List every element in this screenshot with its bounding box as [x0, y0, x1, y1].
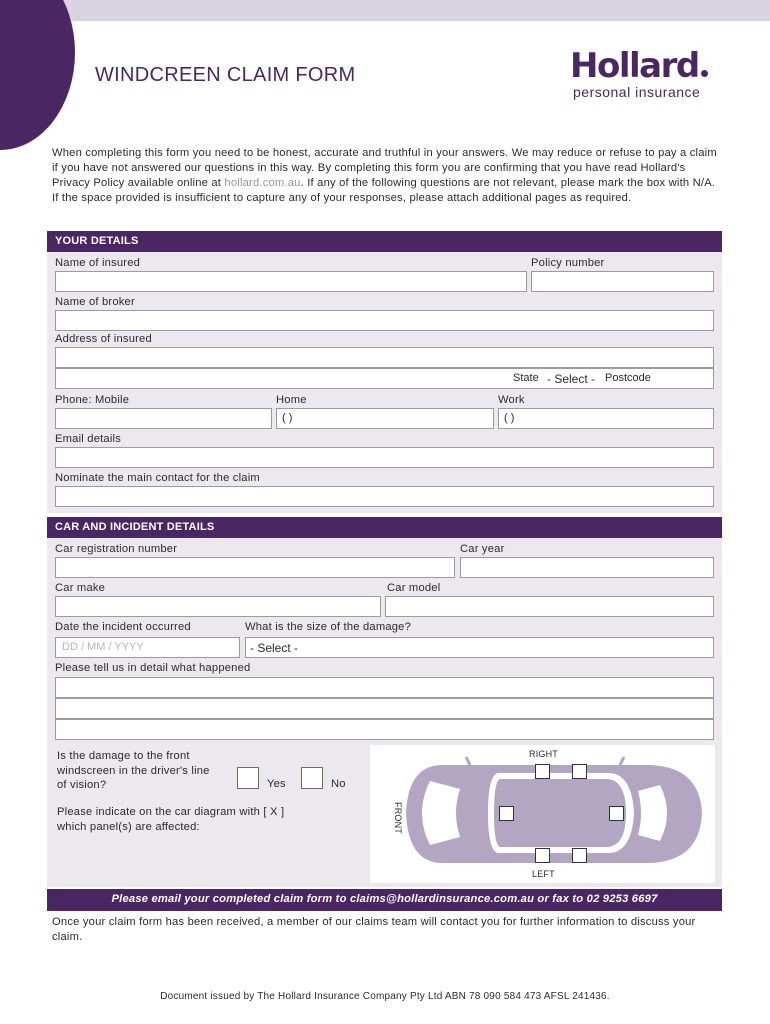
vision-question: Is the damage to the front windscreen in the driver's line of vision?: [57, 750, 210, 791]
detail-label: Please tell us in detail what happened: [55, 662, 251, 674]
address-line-2-input[interactable]: [55, 368, 714, 389]
diagram-right-label: RIGHT: [529, 749, 558, 759]
top-bar: [0, 0, 770, 21]
name-of-broker-input[interactable]: [55, 310, 714, 331]
panel-left-rear-checkbox[interactable]: [572, 848, 587, 863]
address-line-1-input[interactable]: [55, 347, 714, 368]
car-model-input[interactable]: [385, 596, 714, 617]
name-of-insured-input[interactable]: [55, 271, 527, 292]
damage-size-label: What is the size of the damage?: [245, 621, 412, 633]
vision-yes-label: Yes: [267, 778, 286, 790]
car-make-label: Car make: [55, 582, 106, 594]
hollard-logo: [570, 48, 718, 100]
email-details-input[interactable]: [55, 447, 714, 468]
phone-mobile-input[interactable]: [55, 408, 272, 429]
detail-line-3[interactable]: [55, 719, 714, 740]
phone-home-label: Home: [276, 394, 307, 406]
name-of-insured-label: Name of insured: [55, 257, 141, 269]
damage-size-select[interactable]: [245, 637, 714, 658]
car-year-input[interactable]: [460, 557, 714, 578]
document-footer: Document issued by The Hollard Insurance Company Pty Ltd ABN 78 090 584 473 AFSL 241436.: [160, 991, 610, 1002]
vision-no-checkbox[interactable]: [301, 767, 323, 789]
damage-size-value: - Select -: [250, 641, 299, 655]
car-registration-label: Car registration number: [55, 543, 178, 555]
incident-date-input[interactable]: [55, 637, 240, 658]
state-label: State: [513, 372, 539, 384]
logo-dot-icon: [701, 70, 708, 77]
diagram-left-label: LEFT: [532, 869, 555, 879]
privacy-link[interactable]: hollard.com.au: [224, 177, 301, 189]
panel-windscreen-checkbox[interactable]: [499, 806, 514, 821]
phone-work-input[interactable]: [498, 408, 714, 429]
car-year-label: Car year: [460, 543, 505, 555]
work-area-code: ( ): [504, 412, 515, 424]
phone-work-label: Work: [498, 394, 525, 406]
intro-text: When completing this form you need to be honest, accurate and truthful in your answers. We may reduce or refuse to pay a claim if you have not answered our questions in this way. By completing this form you are confirming that you have read Hollard's Privacy Policy available online at hollard.com.au. If any of the following questions are not relevant, please mark the box with N/A. If the space provided is insufficient to capture any of your responses, please attach additional pages as required.: [52, 147, 717, 204]
name-of-broker-label: Name of broker: [55, 296, 135, 308]
vision-yes-checkbox[interactable]: [237, 767, 259, 789]
logo-wordmark: Hollard: [570, 46, 699, 86]
diagram-instruction: Please indicate on the car diagram with [ X ] which panel(s) are affected:: [57, 806, 285, 833]
your-details-section: [47, 231, 722, 513]
main-contact-label: Nominate the main contact for the claim: [55, 472, 260, 484]
detail-line-1[interactable]: [55, 677, 714, 698]
email-instruction-bar: Please email your completed claim form to claims@hollardinsurance.com.au or fax to 02 9253 6697: [47, 889, 722, 911]
logo-subtitle: personal insurance: [573, 84, 701, 100]
corner-decoration: [0, 0, 75, 150]
car-model-label: Car model: [387, 582, 441, 594]
panel-left-front-checkbox[interactable]: [535, 848, 550, 863]
email-details-label: Email details: [55, 433, 122, 445]
main-contact-input[interactable]: [55, 486, 714, 507]
phone-mobile-label: Phone: Mobile: [55, 394, 130, 406]
home-area-code: ( ): [282, 412, 293, 424]
your-details-heading: YOUR DETAILS: [47, 231, 722, 252]
postcode-label: Postcode: [605, 372, 651, 384]
after-submission-text: Once your claim form has been received, a member of our claims team will contact you for further information to discuss your claim.: [52, 916, 696, 943]
panel-right-front-checkbox[interactable]: [535, 764, 550, 779]
panel-rear-window-checkbox[interactable]: [609, 806, 624, 821]
detail-line-2[interactable]: [55, 698, 714, 719]
car-make-input[interactable]: [55, 596, 381, 617]
car-registration-input[interactable]: [55, 557, 455, 578]
phone-home-input[interactable]: [276, 408, 494, 429]
policy-number-label: Policy number: [531, 257, 605, 269]
date-placeholder: DD / MM / YYYY: [62, 641, 144, 653]
panel-right-rear-checkbox[interactable]: [572, 764, 587, 779]
car-incident-heading: CAR AND INCIDENT DETAILS: [47, 517, 722, 538]
form-title: WINDCREEN CLAIM FORM: [95, 64, 356, 86]
incident-date-label: Date the incident occurred: [55, 621, 191, 633]
vision-no-label: No: [331, 778, 346, 790]
policy-number-input[interactable]: [531, 271, 714, 292]
car-diagram: [370, 745, 715, 883]
address-label: Address of insured: [55, 333, 152, 345]
diagram-front-label: FRONT: [393, 802, 403, 834]
state-select[interactable]: - Select -: [547, 372, 596, 386]
